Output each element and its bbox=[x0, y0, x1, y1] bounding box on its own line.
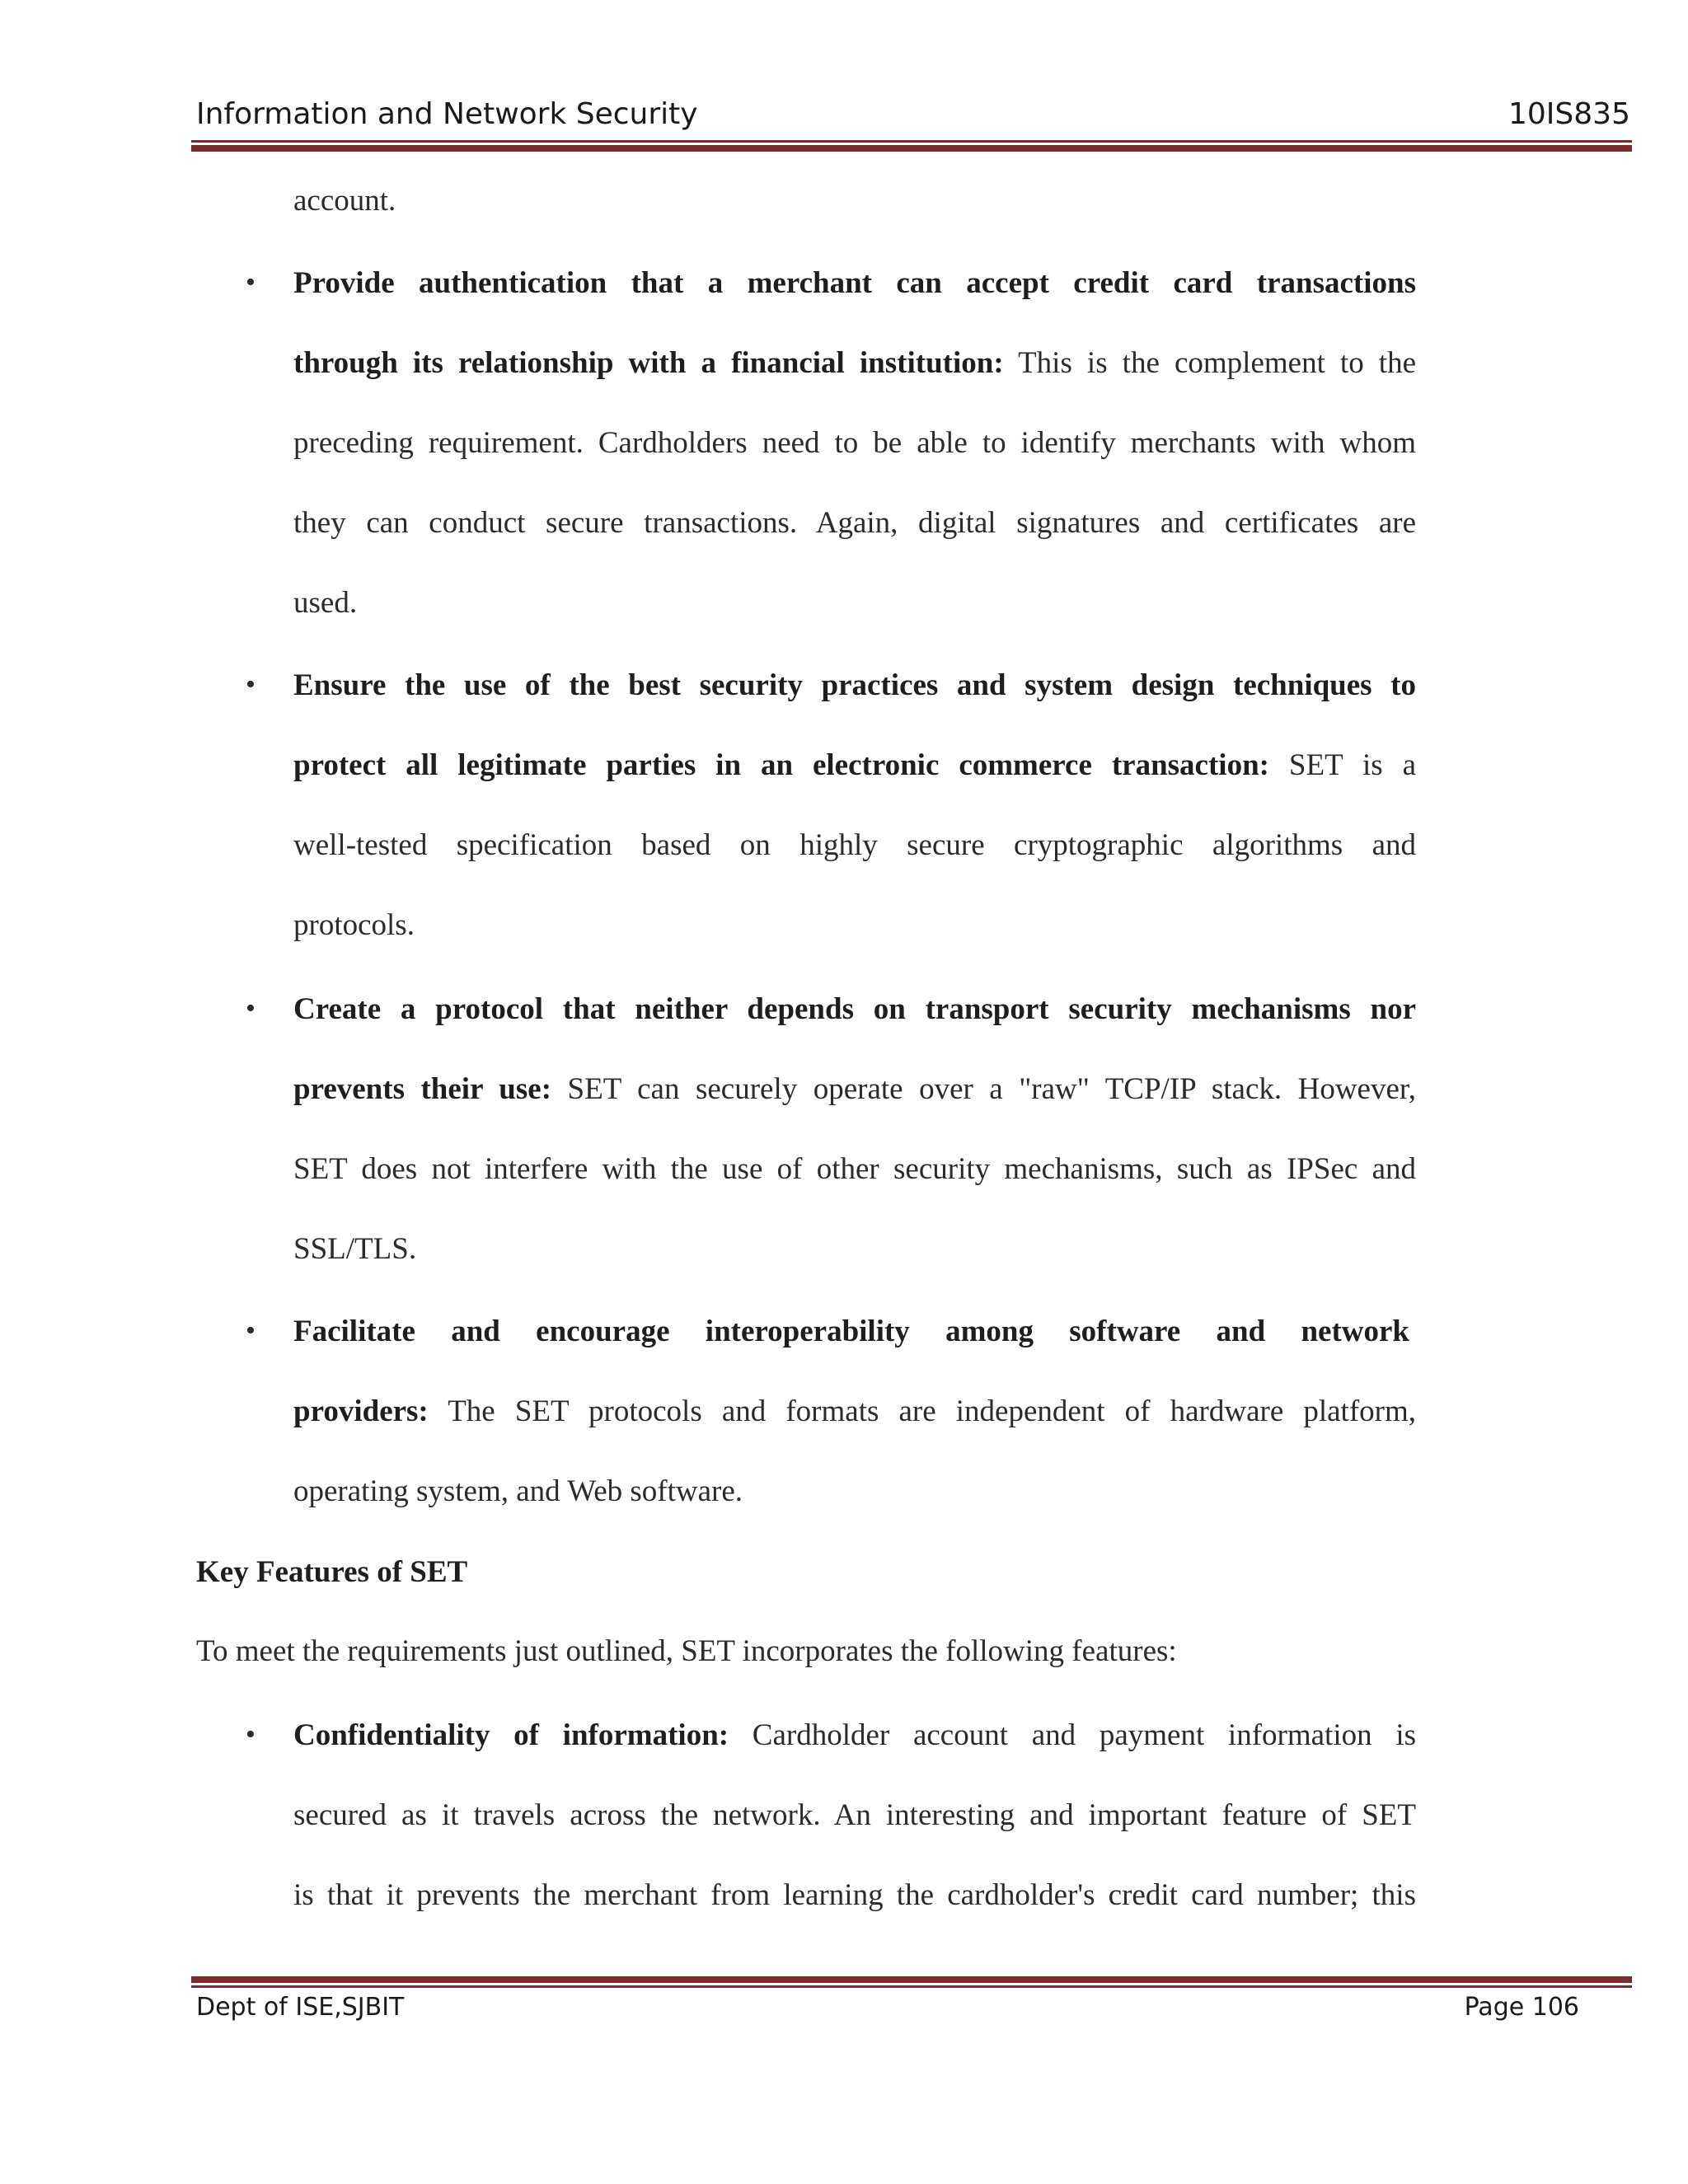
bullet-icon: • bbox=[246, 267, 256, 298]
bullet-icon: • bbox=[246, 1315, 256, 1346]
footer-rule bbox=[191, 1976, 1632, 1988]
text-line: is that it prevents the merchant from learning the cardholder's credit card number; this bbox=[293, 1878, 1416, 1912]
text-line: providers: The SET protocols and formats are independent of hardware platform, bbox=[293, 1394, 1416, 1428]
running-header bbox=[196, 97, 1630, 138]
bullet-3-heading: Create a protocol that neither depends on transport security mechanisms nor bbox=[293, 992, 1416, 1026]
header-title: Information and Network Security bbox=[196, 97, 698, 131]
bullet-4-heading: Facilitate and encourage interoperability among software and network bbox=[293, 1315, 1409, 1348]
text-line: preceding requirement. Cardholders need to be able to identify merchants with whom bbox=[293, 426, 1416, 460]
bullet-1-heading: Provide authentication that a merchant can accept credit card transactions bbox=[293, 266, 1416, 300]
text-line: they can conduct secure transactions. Again, digital signatures and certificates are bbox=[293, 506, 1416, 540]
text-line: well-tested specification based on highly secure cryptographic algorithms and bbox=[293, 828, 1416, 862]
bullet-5-heading: Confidentiality of information: Cardholder account and payment information is bbox=[293, 1718, 1416, 1752]
bullet-2-heading: Ensure the use of the best security practices and system design techniques to bbox=[293, 668, 1416, 702]
text-line: through its relationship with a financial institution: This is the complement to the bbox=[293, 346, 1416, 380]
running-footer bbox=[196, 1993, 1579, 2029]
footer-department: Dept of ISE,SJBIT bbox=[196, 1993, 405, 2022]
text-line: secured as it travels across the network. An interesting and important feature of SET bbox=[293, 1798, 1416, 1832]
bullet-icon: • bbox=[246, 993, 256, 1024]
text-line: prevents their use: SET can securely operate over a "raw" TCP/IP stack. However, bbox=[293, 1072, 1416, 1106]
text-line: account. bbox=[293, 184, 396, 218]
intro-paragraph: To meet the requirements just outlined, SET incorporates the following features: bbox=[196, 1634, 1177, 1668]
text-line: SSL/TLS. bbox=[293, 1232, 417, 1266]
text-line: SET does not interfere with the use of other security mechanisms, such as IPSec and bbox=[293, 1152, 1416, 1186]
text-line: protocols. bbox=[293, 908, 415, 942]
header-course-code: 10IS835 bbox=[1508, 97, 1630, 131]
header-rule bbox=[191, 140, 1632, 152]
page-number: Page 106 bbox=[1464, 1993, 1579, 2022]
bullet-icon: • bbox=[246, 669, 256, 700]
text-line: operating system, and Web software. bbox=[293, 1474, 743, 1508]
bullet-icon: • bbox=[246, 1719, 256, 1750]
text-line: used. bbox=[293, 586, 358, 620]
text-line: protect all legitimate parties in an electronic commerce transaction: SET is a bbox=[293, 748, 1416, 782]
section-heading: Key Features of SET bbox=[196, 1555, 468, 1589]
